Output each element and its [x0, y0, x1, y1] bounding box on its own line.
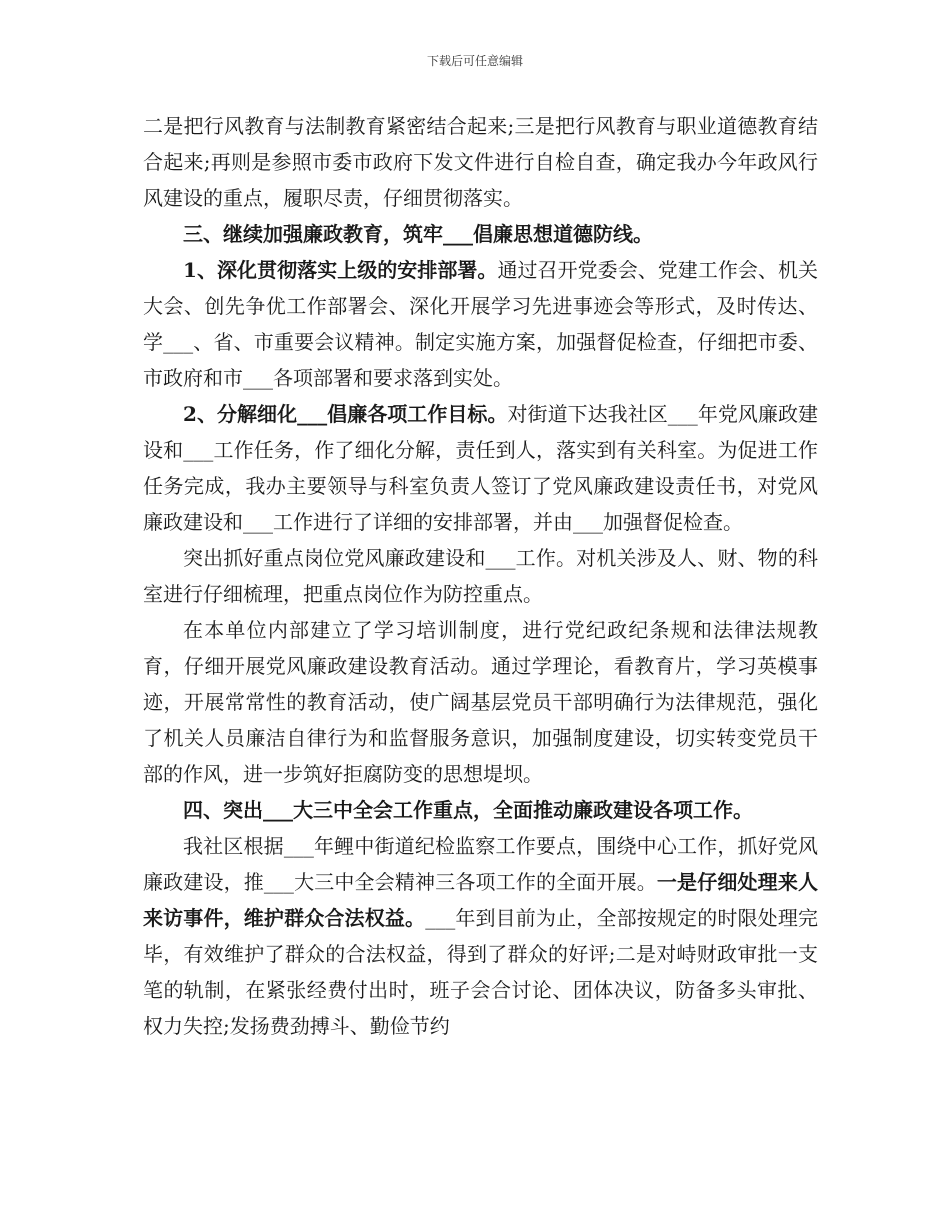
section-heading-3: 三、继续加强廉政教育，筑牢___倡廉思想道德防线。: [183, 222, 653, 246]
item-1-text: 通过召开党委会、党建工作会、机关大会、创先争优工作部署会、深化开展学习先进事迹会等形式，及时传达、学___、省、市重要会议精神。制定实施方案，加强督促检查，仔细把市委、市政府和市___各项部署和要求落到实处。: [143, 258, 819, 390]
paragraph-1: 二是把行风教育与法制教育紧密结合起来;三是把行风教育与职业道德教育结合起来;再则是参照市委市政府下发文件进行自检自查，确定我办今年政风行风建设的重点，履职尽责，仔细贯彻落实。: [143, 114, 818, 210]
community-text-start: 我社区根据___年鲤中街道纪检监察工作要点，围绕中心工作，抓好党风廉政建设，推___大三中全会精神三各项工作的全面开展。: [143, 834, 818, 894]
paragraph-community: [143, 828, 818, 1044]
paragraph-key-posts: 突出抓好重点岗位党风廉政建设和___工作。对机关涉及人、财、物的科室进行仔细梳理，把重点岗位作为防控重点。: [143, 546, 818, 606]
community-bold-point: 一是仔细处理来人来访事件，维护群众合法权益。: [143, 870, 818, 930]
paragraph-item-2: [143, 396, 818, 540]
paragraph-item-1: [143, 252, 818, 396]
paragraph-training: 在本单位内部建立了学习培训制度，进行党纪政纪条规和法律法规教育，仔细开展党风廉政建设教育活动。通过学理论，看教育片，学习英模事迹，开展常常性的教育活动，使广阔基层党员干部明确行为法律规范，强化了机关人员廉洁自律行为和监督服务意识，加强制度建设，切实转变党员干部的作风，进一步筑好拒腐防变的思想堤坝。: [143, 618, 818, 786]
document-body: [143, 108, 818, 1044]
item-1-heading: 1、深化贯彻落实上级的安排部署。: [183, 258, 498, 282]
community-text-rest: ___年到目前为止，全部按规定的时限处理完毕，有效维护了群众的合法权益，得到了群众的好评;二是对峙财政审批一支笔的轨制，在紧张经费付出时，班子会合讨论、团体决议，防备多头审批、权力失控;发扬费劲搏斗、勤俭节约: [143, 906, 818, 1038]
section-heading-4: 四、突出___大三中全会工作重点，全面推动廉政建设各项工作。: [183, 798, 753, 822]
item-2-text: 对街道下达我社区___年党风廉政建设和___工作任务，作了细化分解，责任到人，落实到有关科室。为促进工作任务完成，我办主要领导与科室负责人签订了党风廉政建设责任书，对党风廉政建设和___工作进行了详细的安排部署，并由___加强督促检查。: [143, 402, 819, 534]
page-header: 下载后可任意编辑: [426, 54, 523, 68]
item-2-heading: 2、分解细化___倡廉各项工作目标。: [183, 402, 508, 426]
